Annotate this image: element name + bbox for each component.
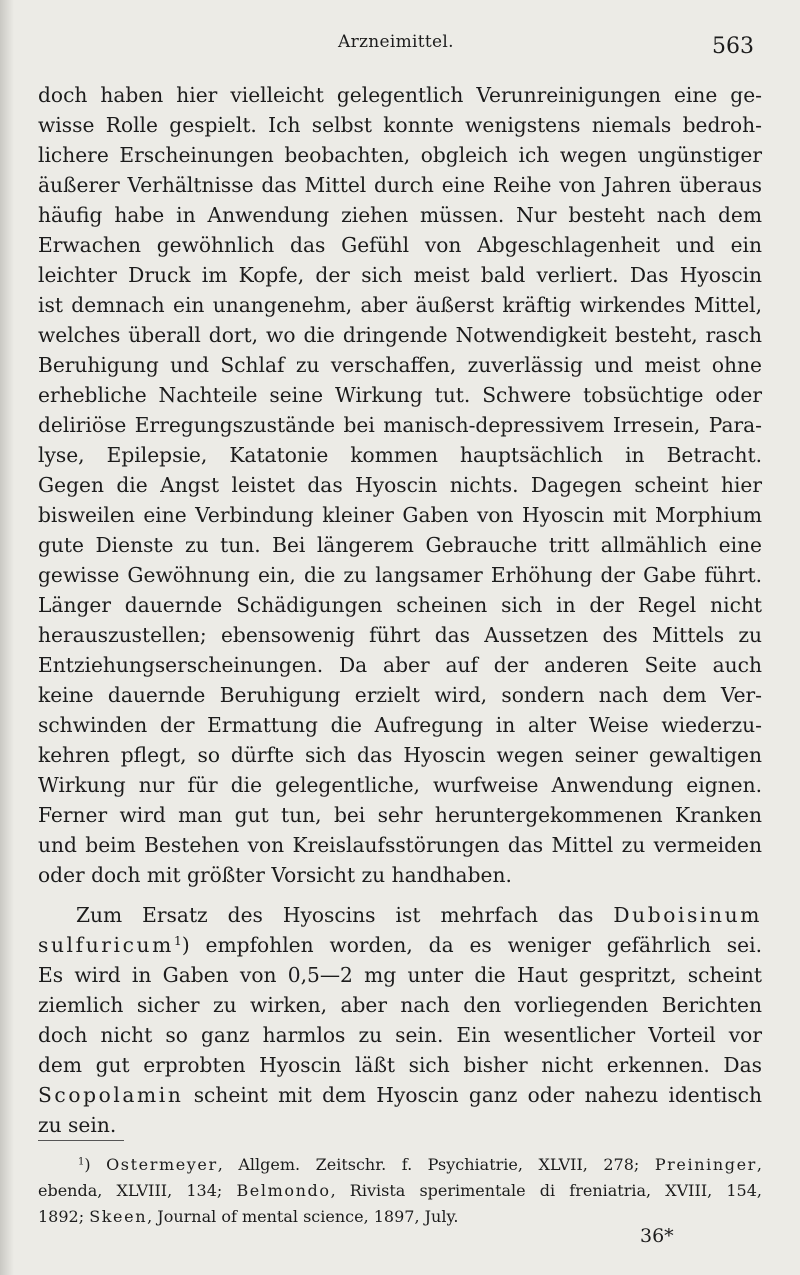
- text-line: lichere Erscheinungen beobachten, obgleich ich wegen ungünstiger: [38, 143, 762, 167]
- text-segment: ) empfohlen worden, da es weniger gefährlich sei.: [181, 933, 762, 957]
- text-line: welches überall dort, wo die dringende Notwendigkeit besteht, rasch: [38, 323, 762, 347]
- footnote-author: Ostermeyer: [106, 1155, 218, 1174]
- text-line: oder doch mit größter Vorsicht zu handhaben.: [38, 863, 512, 887]
- text-segment: Zum Ersatz des Hyoscins ist mehrfach das: [76, 903, 614, 927]
- text-line: schwinden der Ermattung die Aufregung in alter Weise wiederzu-: [38, 713, 762, 737]
- text-line: lyse, Epilepsie, Katatonie kommen hauptsächlich in Betracht.: [38, 443, 762, 467]
- text-line: Beruhigung und Schlaf zu verschaffen, zuverlässig und meist ohne: [38, 353, 762, 377]
- text-line: [38, 1080, 762, 1110]
- text-line: bisweilen eine Verbindung kleiner Gaben von Hyoscin mit Morphium: [38, 503, 762, 527]
- spaced-term: Duboisinum: [613, 903, 762, 927]
- text-segment: 1892;: [38, 1207, 90, 1226]
- text-line: [38, 930, 762, 960]
- page-number: 563: [712, 34, 754, 59]
- text-line: Wirkung nur für die gelegentliche, wurfweise Anwendung eignen.: [38, 773, 762, 797]
- spaced-term: Scopolamin: [38, 1083, 184, 1107]
- text-segment: scheint mit dem Hyoscin ganz oder nahezu identisch: [183, 1083, 762, 1107]
- text-line: Es wird in Gaben von 0,5—2 mg unter die Haut gespritzt, scheint: [38, 963, 762, 987]
- text-line: Ferner wird man gut tun, bei sehr heruntergekommenen Kranken: [38, 803, 762, 827]
- text-line: Entziehungserscheinungen. Da aber auf der anderen Seite auch: [38, 653, 762, 677]
- text-line: leichter Druck im Kopfe, der sich meist bald verliert. Das Hyoscin: [38, 263, 762, 287]
- text-line: herauszustellen; ebensowenig führt das Aussetzen des Mittels zu: [38, 623, 762, 647]
- text-line: äußerer Verhältnisse das Mittel durch eine Reihe von Jahren überaus: [38, 173, 762, 197]
- footnote-author: Belmondo: [236, 1181, 331, 1200]
- footnote-line: [38, 1178, 762, 1204]
- text-line: dem gut erprobten Hyoscin läßt sich bisher nicht erkennen. Das: [38, 1053, 762, 1077]
- text-line: häufig habe in Anwendung ziehen müssen. Nur besteht nach dem: [38, 203, 762, 227]
- text-segment: , Journal of mental science, 1897, July.: [147, 1207, 459, 1226]
- text-line: Erwachen gewöhnlich das Gefühl von Abgeschlagenheit und ein: [38, 233, 762, 257]
- footnote-mark: 1: [78, 1156, 85, 1168]
- text-line: ziemlich sicher zu wirken, aber nach den vorliegenden Berichten: [38, 993, 762, 1017]
- text-line: erhebliche Nachteile seine Wirkung tut. Schwere tobsüchtige oder: [38, 383, 762, 407]
- text-line: keine dauernde Beruhigung erzielt wird, sondern nach dem Ver-: [38, 683, 762, 707]
- page-gutter-shadow: [0, 0, 14, 1275]
- text-line: gute Dienste zu tun. Bei längerem Gebrauche tritt allmählich eine: [38, 533, 762, 557]
- footnote-author: Preininger: [654, 1155, 757, 1174]
- text-line: gewisse Gewöhnung ein, die zu langsamer Erhöhung der Gabe führt.: [38, 563, 762, 587]
- text-line: Gegen die Angst leistet das Hyoscin nichts. Dagegen scheint hier: [38, 473, 762, 497]
- spaced-term: sulfuricum: [38, 933, 174, 957]
- text-line: und beim Bestehen von Kreislaufsstörungen das Mittel zu vermeiden: [38, 833, 762, 857]
- text-line: wisse Rolle gespielt. Ich selbst konnte wenigstens niemals bedroh-: [38, 113, 762, 137]
- text-segment: , Rivista sperimentale di freniatria, XVIII, 154,: [330, 1181, 762, 1200]
- signature-mark: 36*: [640, 1225, 674, 1247]
- text-line: kehren pflegt, so dürfte sich das Hyoscin wegen seiner gewaltigen: [38, 743, 762, 767]
- text-line: doch haben hier vielleicht gelegentlich Verunreinigungen eine ge-: [38, 83, 762, 107]
- text-line: [38, 900, 762, 930]
- running-head: Arzneimittel.: [338, 32, 454, 52]
- text-line: zu sein.: [38, 1113, 117, 1137]
- text-line: doch nicht so ganz harmlos zu sein. Ein wesentlicher Vorteil vor: [38, 1023, 762, 1047]
- text-segment: , Allgem. Zeitschr. f. Psychiatrie, XLVII, 278;: [217, 1155, 655, 1174]
- footnote-author: Skeen: [89, 1207, 148, 1226]
- text-segment: ebenda, XLVIII, 134;: [38, 1181, 237, 1200]
- text-line: Länger dauernde Schädigungen scheinen sich in der Regel nicht: [38, 593, 762, 617]
- footnote-reference[interactable]: 1: [173, 933, 182, 949]
- footnote-rule: [38, 1140, 124, 1141]
- footnote-line: $^1$) Ostermeyer, Allgem. Zeitschr. f. Psychiatrie, XLVII, 278; Preininger,: [78, 1155, 762, 1174]
- text-line: deliriöse Erregungszustände bei manisch-depressivem Irresein, Para-: [38, 413, 762, 437]
- text-line: ist demnach ein unangenehm, aber äußerst kräftig wirkendes Mittel,: [38, 293, 762, 317]
- text-segment: ,: [756, 1155, 762, 1174]
